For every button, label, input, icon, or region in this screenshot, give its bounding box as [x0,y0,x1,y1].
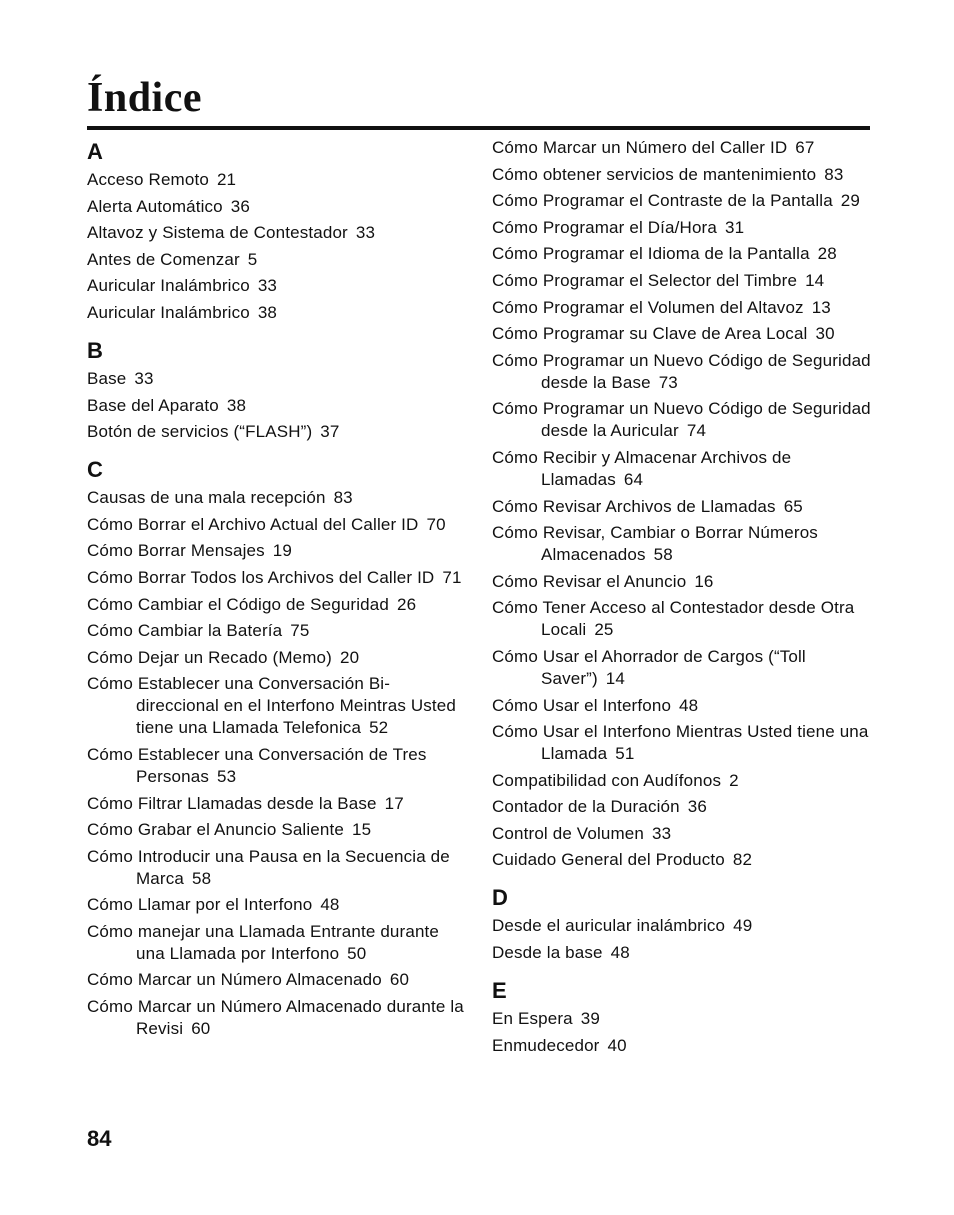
entry-text: Cómo Revisar el Anuncio [492,571,687,591]
entry-text: Cómo obtener servicios de mantenimiento [492,164,817,184]
entry-page-number: 14 [605,668,626,688]
index-entry [492,796,877,818]
title-rule [87,126,870,130]
entry-page-number: 38 [257,302,278,322]
index-entry [87,395,467,417]
entry-text: Cómo Cambiar el Código de Seguridad [87,594,389,614]
entry-text: Compatibilidad con Audífonos [492,770,722,790]
entry-page-number: 26 [396,594,417,614]
entry-text: Auricular Inalámbrico [87,302,250,322]
entry-text: Cómo Borrar Todos los Archivos del Caller ID [87,567,435,587]
entry-text: Acceso Remoto [87,170,209,189]
entry-page-number: 13 [811,297,831,317]
index-entry [492,164,877,186]
entry-page-number: 33 [652,823,672,843]
entry-page-number: 33 [355,223,376,243]
entry-page-number: 36 [687,797,707,817]
index-entry [492,942,877,964]
entry-text: Cómo Cambiar la Batería [87,621,283,641]
entry-text: Cómo Introducir una Pausa en la Secuencia de Marca [87,846,450,888]
entry-page-number: 51 [615,744,635,764]
entry-page-number: 73 [658,372,678,392]
index-entry [492,496,877,518]
entry-page-number: 83 [824,164,844,184]
index-entry [492,695,877,717]
index-entry [492,190,877,212]
entry-text: Desde el auricular inalámbrico [492,916,726,936]
index-entry [87,421,467,443]
index-entry [492,217,877,239]
index-entry [492,447,877,491]
entry-text: Control de Volumen [492,823,645,843]
entry-page-number: 16 [694,571,714,591]
entry-page-number: 52 [369,718,389,738]
entry-page-number: 29 [840,191,861,211]
entry-text: Enmudecedor [492,1035,600,1055]
entry-text: Auricular Inalámbrico [87,276,250,296]
index-entry [492,915,877,937]
index-entry [87,673,467,739]
entry-text: Altavoz y Sistema de Contestador [87,223,348,243]
index-entry [87,222,467,244]
entry-text: Cómo Usar el Interfono [492,695,672,715]
entry-page-number: 48 [320,895,340,915]
entry-page-number: 60 [389,970,410,990]
index-entry [87,819,467,841]
section-letter: D [492,885,508,911]
section-letter: E [492,978,507,1004]
entry-page-number: 19 [272,541,292,561]
entry-page-number: 65 [783,496,803,516]
entry-page-number: 39 [580,1009,600,1029]
entry-text: Cómo Establecer una Conversación Bi-direccional en el Interfono Meintras Usted tiene una Llamada Telefonica [87,674,457,738]
index-entry [87,196,467,218]
index-entry [492,270,877,292]
entry-text: Cuidado General del Producto [492,850,725,870]
index-entry [87,647,467,669]
index-entry [492,849,877,871]
entry-page-number: 33 [134,368,154,388]
entry-page-number: 20 [339,647,360,667]
entry-page-number: 15 [351,820,372,840]
entry-page-number: 82 [732,850,753,870]
entry-page-number: 75 [290,621,310,641]
index-entry [87,921,467,965]
entry-page-number: 36 [230,196,251,216]
page-title: Índice [87,75,203,121]
entry-page-number: 33 [257,276,278,296]
entry-text: Cómo Filtrar Llamadas desde la Base [87,793,377,813]
entry-page-number: 60 [191,1019,211,1039]
entry-page-number: 49 [733,916,753,936]
entry-page-number: 58 [191,868,212,888]
entry-text: Cómo Borrar el Archivo Actual del Caller ID [87,514,419,534]
entry-text: Cómo Borrar Mensajes [87,541,265,561]
entry-text: Alerta Automático [87,196,223,216]
entry-text: Botón de servicios (“FLASH”) [87,422,313,442]
index-entry [492,137,877,159]
index-entry [87,594,467,616]
entry-text: Cómo manejar una Llamada Entrante durante una Llamada por Interfono [87,921,440,963]
index-entry [492,323,877,345]
index-entry [492,823,877,845]
index-entry [87,275,467,297]
index-entry [492,721,877,765]
entry-page-number: 50 [347,943,367,963]
entry-page-number: 38 [226,395,247,415]
index-entry [492,1035,877,1057]
index-entry [87,302,467,324]
right-column [492,137,877,1061]
entry-text: Cómo Programar el Contraste de la Pantalla [492,191,833,211]
index-entry [87,567,467,589]
entry-text: Base del Aparato [87,395,219,415]
entry-page-number: 83 [333,488,353,508]
entry-page-number: 21 [216,170,237,189]
section-letter: A [87,139,103,164]
entry-page-number: 37 [320,422,340,442]
entry-text: Cómo Programar un Nuevo Código de Seguridad desde la Auricular [492,399,871,441]
index-entry [87,846,467,890]
entry-text: Cómo Llamar por el Interfono [87,895,313,915]
entry-text: Cómo Marcar un Número del Caller ID [492,138,788,157]
entry-text: Cómo Revisar, Cambiar o Borrar Números Almacenados [492,523,818,565]
entry-page-number: 28 [817,244,837,264]
entry-page-number: 14 [805,270,825,290]
entry-text: Cómo Usar el Interfono Mientras Usted tiene una Llamada [492,722,869,764]
entry-page-number: 25 [594,620,614,640]
entry-text: Cómo Revisar Archivos de Llamadas [492,496,776,516]
index-entry [492,297,877,319]
index-entry [87,894,467,916]
entry-text: Cómo Marcar un Número Almacenado [87,970,382,990]
entry-page-number: 48 [679,695,699,715]
index-entry [492,350,877,394]
index-entry [492,398,877,442]
index-entry [87,996,467,1040]
entry-text: Antes de Comenzar [87,249,240,269]
index-entry [492,522,877,566]
entry-page-number: 71 [442,567,462,587]
entry-page-number: 64 [623,469,644,489]
index-entry [492,243,877,265]
page-number: 84 [87,1126,112,1151]
entry-text: Cómo Programar su Clave de Area Local [492,324,808,344]
entry-text: Cómo Programar el Idioma de la Pantalla [492,244,810,264]
index-entry [87,620,467,642]
index-entry [87,793,467,815]
entry-text: Cómo Dejar un Recado (Memo) [87,647,332,667]
entry-page-number: 31 [724,217,745,237]
entry-page-number: 5 [247,249,258,269]
entry-text: Cómo Usar el Ahorrador de Cargos (“Toll Saver”) [492,646,806,688]
index-entry [87,514,467,536]
entry-page-number: 53 [217,766,237,786]
entry-page-number: 30 [815,324,835,344]
index-entry [492,770,877,792]
entry-page-number: 2 [729,770,739,790]
entry-text: Cómo Recibir y Almacenar Archivos de Llamadas [492,447,792,489]
index-entry [87,969,467,991]
entry-page-number: 48 [610,943,630,963]
index-entry [492,571,877,593]
index-entry [87,744,467,788]
entry-text: Cómo Grabar el Anuncio Saliente [87,820,344,840]
left-column [87,138,467,1045]
entry-text: Cómo Programar el Volumen del Altavoz [492,297,804,317]
index-entry [87,540,467,562]
entry-text: Cómo Establecer una Conversación de Tres Personas [87,744,427,786]
entry-text: Cómo Programar un Nuevo Código de Seguridad desde la Base [492,350,871,392]
index-entry [87,249,467,271]
section-letter: C [87,457,103,483]
entry-page-number: 17 [384,793,404,813]
index-entry [492,1008,877,1030]
index-entry [87,368,467,390]
entry-text: Cómo Programar el Selector del Timbre [492,270,798,290]
index-entry [492,646,877,690]
entry-text: En Espera [492,1009,573,1029]
entry-text: Desde la base [492,943,603,963]
entry-page-number: 40 [607,1035,627,1055]
entry-page-number: 67 [795,138,815,157]
index-entry [87,169,467,191]
entry-page-number: 74 [686,421,707,441]
entry-text: Causas de una mala recepción [87,488,326,508]
entry-text: Contador de la Duración [492,797,680,817]
entry-page-number: 70 [426,514,446,534]
entry-text: Cómo Tener Acceso al Contestador desde Otra Locali [492,598,855,640]
entry-text: Base [87,368,127,388]
entry-text: Cómo Programar el Día/Hora [492,217,717,237]
section-letter: B [87,337,103,363]
entry-page-number: 58 [653,545,673,565]
index-entry [492,597,877,641]
index-entry [87,487,467,509]
entry-text: Cómo Marcar un Número Almacenado durante la Revisi [87,997,464,1039]
